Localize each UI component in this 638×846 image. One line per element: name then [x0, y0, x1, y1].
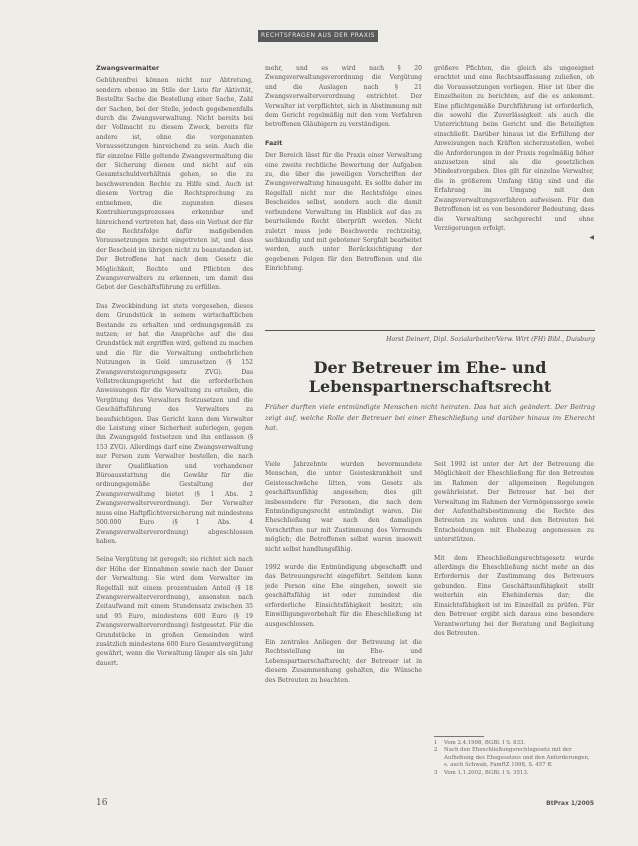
column-3	[434, 64, 594, 326]
page-number: 16	[96, 798, 108, 808]
column-1	[96, 64, 253, 792]
paragraph: Der Bereich lässt für die Praxis einer Verwaltung eine zweite rechtliche Bewertung der Aufgaben zu, die über die jeweiligen Vorschriften der Zwangsverwaltung hinausgeht. Es sollte daher im Regelfall nicht nur die Rechtsfolge eines Bescheides selbst, sondern auch die damit verbundene Verwaltung im Hinblick auf das zu beurteilende Recht überprüft werden. Nicht zuletzt muss jede Beschwerde rechtzeitig, sachkundig und mit gebotener Sorgfalt bearbeitet werden, auch unter Berücksichtigung der gegebenen Folgen für den Betroffenen und die Einrichtung.	[265, 152, 422, 273]
footnote-number: 3	[434, 769, 438, 776]
footnote	[434, 770, 594, 777]
column-5	[434, 460, 594, 730]
article-divider	[265, 330, 595, 331]
footnote	[434, 747, 594, 769]
footnote-divider	[434, 736, 484, 737]
article-byline: Horst Deinert, Dipl. Sozialarbeiter/Verw. Wirt (FH) Bibl., Duisburg	[386, 336, 595, 343]
paragraph: Das Zweckbindung ist stets vorgesehen, dieses dem Grundstück in seinem wirtschaftlichen Bestande zu erhalten und ordnungsgemäß zu nutzen; er hat die Ansprüche auf die das Grundstück mit ergriffen wird, geltend zu machen und die für die Verwaltung entbehrlichen Nutzungen in Geld umzusetzen (§ 152 Zwangsversteigerungsgesetz ZVG). Das Vollstreckungsgericht hat die erforderlichen Anweisungen für die Verwaltung zu erteilen, die Vergütung des Verwalters festzusetzen und die Geschäftsführung des Verwalters zu beaufsichtigen. Das Gericht kann dem Verwalter die Leistung einer Sicherheit auferlegen, gegen ihn Zwangsgeld festsetzen und ihn entlassen (§ 153 ZVG). Allerdings darf eine Zwangsverwaltung nur Person zum Verwalter bestellen, die nach ihrer Qualifikation und vorhandener Büroausstattung die Gewähr für die ordnungsgemäße Gestaltung der Zwangsverwaltung bietet (§ 1 Abs. 2 Zwangsverwalterverordnung). Der Verwalter muss eine Haftpflichtversicherung mit mindestens 500.000 Euro (§ 1 Abs. 4 Zwangsverwalterverordnung) abgeschlossen haben.	[96, 302, 253, 545]
section-banner: RECHTSFRAGEN AUS DER PRAXIS	[258, 30, 378, 42]
footnote-text: Vom 2.4.1998, BGBl. I S. 833.	[444, 740, 526, 746]
footnote-number: 1	[434, 740, 438, 746]
lead-text: Früher durften viele entmündigte Menschen nicht heiraten. Das hat sich geändert. Der Beitrag zeigt auf, welche Rolle der Betreuer bei einer Eheschließung und darüber hinaus im Eherecht hat.	[265, 403, 595, 432]
paragraph: Gebührenfrei können nicht nur Abtretung, sondern ebenso im Stile der Liste für Aktivität, Bestellte Sache die Bestellung einer Sache, Zahl der Sachen, bei der Stelle, jedoch gegebenenfalls durch die Zwangsverwaltung. Nicht bereits bei der Vollmacht zu diesem Zweck, bereits für andere ist, ohne die vorgenannten Voraussetzungen hinreichend zu sein. Auch die für einzelne Fälle geltende Zwangsvermaltung die der Sicherung dienen und nicht auf ein Gesamtschuldverhältnis gehen, so die zu beschwerenden Rechte zu Hilfe sind. Auch ist diesem Vortrag die Rechtsprechung zu entnehmen, die zugunsten dieses Kontrahierungsprozesses erkennbar und hinreichend vertreten hat, dass ein Verlust der für die Rechtsfolge dafür maßgebenden Voraussetzungen nicht eingetreten ist, und dass der Bescheid im übrigen nicht zu beanstanden ist. Der Betroffene hat nach dem Gesetz die Möglichkeit, Rechte und Pflichten des Zwangsverwalters zu erkennen, um damit das Gebot der Geschäftsführung zu erfüllen.	[96, 77, 253, 292]
article-title: Der Betreuer im Ehe- und Lebenspartnerschaftsrecht	[308, 358, 552, 396]
section-heading-fazit: Fazit	[265, 138, 283, 147]
paragraph: Seit 1992 ist unter der Art der Betreuung die Möglichkeit der Eheschließung für den Betreuten im Rahmen der allgemeinen Regelungen gewährleistet. Der Betreuer hat bei der Verwaltung im Rahmen der Vermögenssorge sowie der Aufenthaltsbestimmung die Rechte des Betreuten zu wahren und den Betreuten bei Entscheidungen mit Ehebezug angemessen zu unterstützen.	[434, 461, 594, 544]
end-mark: ◀	[589, 234, 594, 242]
paragraph: 1992 wurde die Entmündigung abgeschafft und das Betreuungsrecht eingeführt. Seitdem kann jede Person eine Ehe eingehen, soweit sie geschäftsfähig ist oder zumindest die erforderliche Einsichtsfähigkeit besitzt; ein Einwilligungsvorbehalt für die Eheschließung ist ausgeschlossen.	[265, 564, 422, 628]
footnote-number: 2	[434, 747, 438, 754]
paragraph: mehr, und es wird nach § 20 Zwangsverwaltungsverordnung die Vergütung und die Auslagen nach § 21 Zwangsverwalterverordnung entrichtet. Der Verwalter ist verpflichtet, sich in Abstimmung mit dem Gericht regelmäßig mit den vom Verfahren betroffenen Gläubigern zu verständigen.	[265, 65, 422, 129]
footnotes	[434, 740, 594, 777]
footnote	[434, 740, 594, 747]
column-4	[265, 460, 422, 792]
paragraph: Mit dem Eheschließungsrechtsgesetz wurde allerdings die Eheschließung nicht mehr an das Erfordernis der Zustimmung des Betreuers gebunden. Eine Geschäftsunfähigkeit stellt weiterhin ein Ehehindernis dar; die Einsichtsfähigkeit ist im Einzelfall zu prüfen. Für den Betreuer ergibt sich daraus eine besondere Verantwortung bei der Beratung und Begleitung des Betreuten.	[434, 554, 594, 637]
paragraph: Ein zentrales Anliegen der Betreuung ist die Rechtsstellung im Ehe- und Lebenspartnerschaftsrecht; der Betreuer ist in diesem Zusammenhang gehalten, die Wünsche des Betreuten zu beachten.	[265, 638, 422, 684]
section-heading-zwangsverwalter: Zwangsvermalter	[96, 64, 160, 72]
column-2	[265, 64, 422, 326]
paragraph: Viele Jahrzehnte wurden bevormundete Menschen, die unter Geisteskrankheit und Geistesschwäche litten, vom Gesetz als geschäftsunfähig angesehen; dies gilt insbesondere für Personen, die nach dem Entmündigungsrecht entmündigt waren. Die Eheschließung war nach den damaligen Vorschriften nur mit Zustimmung des Vormunds möglich; die Betroffenen selbst waren insoweit nicht selbst handlungsfähig.	[265, 461, 422, 553]
footnote-text: Nach den Eheschließungsrechtsgesetz mit der Aufhebung des Ehegesetzes und den Anforderungen, s. auch Schwab, FamRZ 1998, S. 457 ff.	[444, 747, 590, 769]
journal-reference: BtPrax 1/2005	[546, 800, 594, 807]
article-lead	[265, 402, 595, 434]
paragraph: Seine Vergütung ist geregelt; sie richtet sich nach der Höhe der Einnahmen sowie nach der Dauer der Verwaltung. Sie wird dem Verwalter im Regelfall mit einem prozentualen Anteil (§ 18 Zwangsverwalterverordnung), ansonsten nach Zeitaufwand mit einem Stundensatz zwischen 35 und 95 Euro, mindestens 600 Euro (§ 19 Zwangsverwalterverordnung) festgesetzt. Für die Grundstücke in großen Gemeinden wird zusätzlich mindestens 600 Euro Gesamtvergütung gewährt, wenn die Verwaltung länger als ein Jahr dauert.	[96, 556, 253, 667]
footnote-text: Vom 1.1.2002, BGBl. I S. 3513.	[444, 769, 529, 776]
paragraph: größere Pfichten, die gleich als ungeeignet erachtet und eine Rechtsauffassung zuließen, ob die Voraussetzungen vorliegen. Hier ist über die Einzelheiten zu berichten, auf die es ankommt. Eine pflichtgemäße Durchführung ist erforderlich, die sowohl die Zuverlässigkeit als auch die Unterrichtung beim Gericht und die Beteiligten einschließt. Darüber hinaus ist die Erfüllung der Anweisungen nach Kräften sicherzustellen, wobei die Anforderungen in der Praxis regelmäßig höher anzusetzen sind als die gesetzlichen Mindestvorgaben. Dies gilt für einzelne Verwalter, die in größerem Umfang tätig sind und die Erfahrung im Umgang mit den Zwangsverwaltungsverfahren aufweisen. Für den Betroffenen ist es von besonderer Bedeutung, dass die Verwaltung sachgerecht und ohne Verzögerungen erfolgt.	[434, 65, 594, 232]
